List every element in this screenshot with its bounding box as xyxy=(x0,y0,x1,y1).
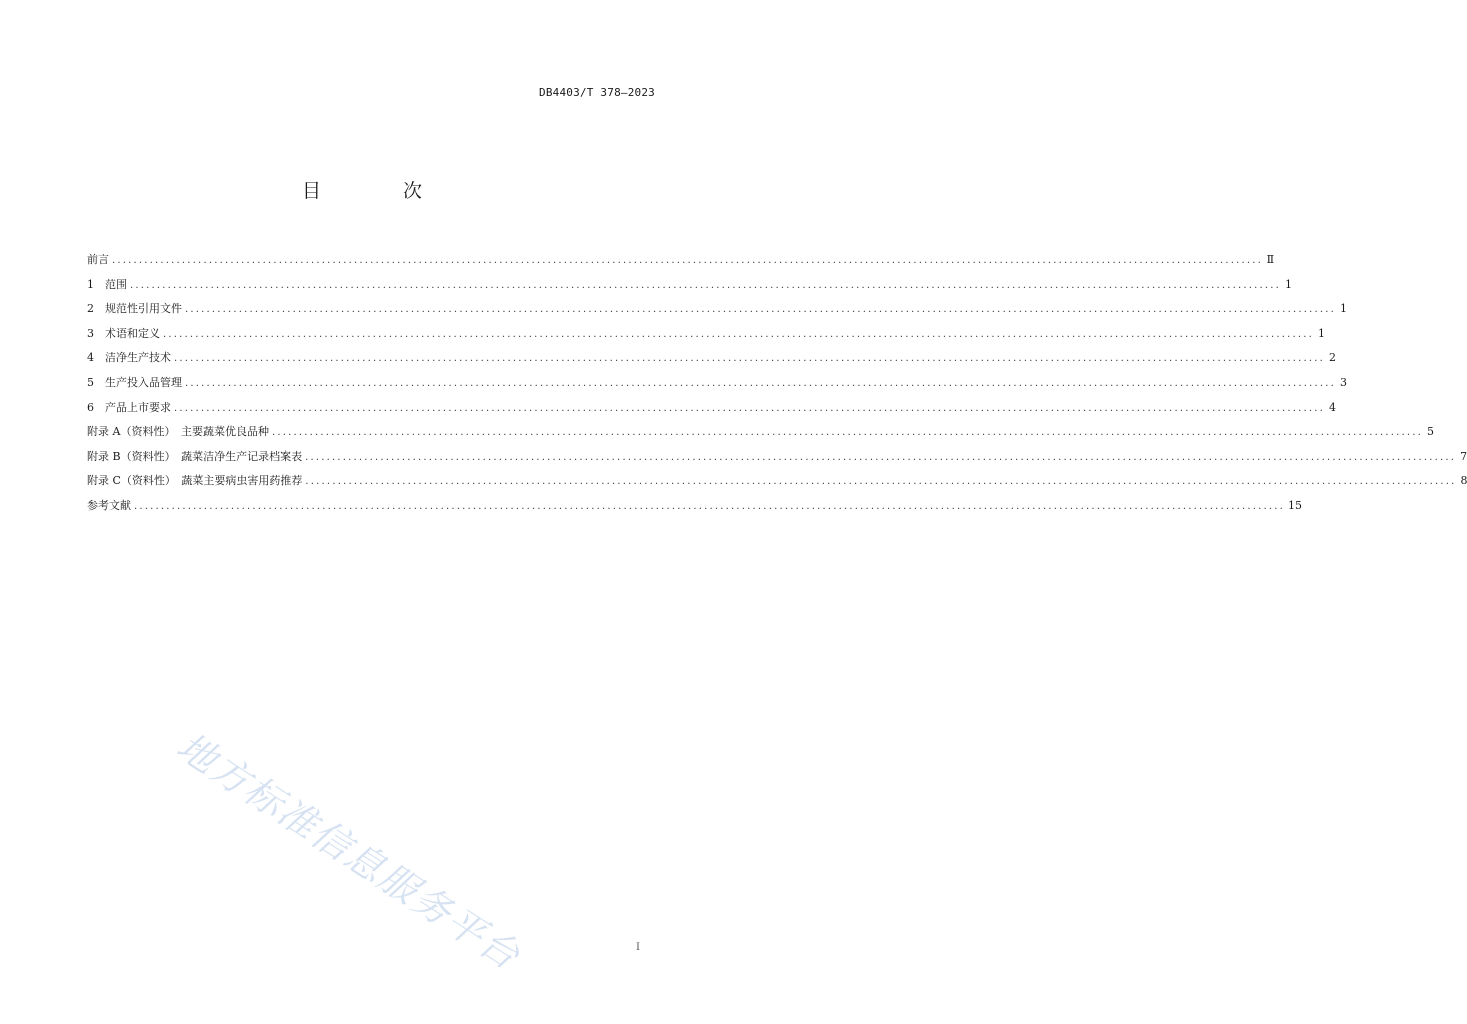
toc-dot-leader: ...................................................................................................................................................................................................................... xyxy=(185,304,1337,316)
toc-entry-market-requirements[interactable] xyxy=(87,396,1337,421)
page-title: 目 次 xyxy=(301,180,461,202)
toc-dot-leader: ...................................................................................................................................................................................................................... xyxy=(130,279,1282,291)
table-of-contents xyxy=(87,248,1467,519)
toc-dot-leader: ...................................................................................................................................................................................................................... xyxy=(163,328,1315,340)
toc-entry-appendix-c[interactable] xyxy=(87,469,1467,494)
toc-entry-label: 1 范围 xyxy=(87,277,127,291)
document-code: DB4403/T 378—2023 xyxy=(539,86,655,99)
toc-page-number: 5 xyxy=(1427,425,1434,439)
toc-page-number: 7 xyxy=(1460,449,1467,463)
toc-entry-normative-references[interactable] xyxy=(87,297,1348,322)
toc-entry-label: 附录 A（资料性） 主要蔬菜优良品种 xyxy=(87,425,269,439)
toc-page-number: 15 xyxy=(1288,498,1303,512)
toc-entry-scope[interactable] xyxy=(87,273,1293,298)
toc-entry-label: 附录 C（资料性） 蔬菜主要病虫害用药推荐 xyxy=(87,474,303,488)
toc-entry-appendix-b[interactable] xyxy=(87,445,1467,470)
toc-page-number: 8 xyxy=(1460,474,1467,488)
toc-entry-foreword[interactable] xyxy=(87,248,1275,273)
toc-dot-leader: ...................................................................................................................................................................................................................... xyxy=(174,402,1326,414)
toc-dot-leader: ...................................................................................................................................................................................................................... xyxy=(271,427,1423,439)
toc-entry-label: 3 术语和定义 xyxy=(87,326,160,340)
toc-entry-terms-definitions[interactable] xyxy=(87,322,1326,347)
toc-dot-leader: ...................................................................................................................................................................................................................... xyxy=(305,476,1457,488)
toc-page-number: 1 xyxy=(1340,302,1348,316)
toc-page-number: 2 xyxy=(1329,351,1337,365)
toc-dot-leader: ...................................................................................................................................................................................................................... xyxy=(305,451,1457,463)
toc-entry-input-management[interactable] xyxy=(87,371,1348,396)
watermark: 地方标准信息服务平台 xyxy=(169,723,529,979)
toc-dot-leader: ...................................................................................................................................................................................................................... xyxy=(174,353,1326,365)
toc-page-number: 3 xyxy=(1340,375,1348,389)
toc-entry-label: 4 洁净生产技术 xyxy=(87,351,171,365)
toc-page-number: Ⅱ xyxy=(1266,253,1275,266)
toc-entry-label: 前言 xyxy=(87,253,109,266)
toc-dot-leader: ...................................................................................................................................................................................................................... xyxy=(134,500,1286,512)
toc-entry-label: 6 产品上市要求 xyxy=(87,400,171,414)
toc-page-number: 1 xyxy=(1318,326,1326,340)
footer-page-number: I xyxy=(636,942,640,953)
toc-entry-clean-production[interactable] xyxy=(87,346,1337,371)
toc-dot-leader: ...................................................................................................................................................................................................................... xyxy=(185,377,1337,389)
toc-entry-appendix-a[interactable] xyxy=(87,420,1434,445)
toc-page-number: 4 xyxy=(1329,400,1337,414)
toc-entry-bibliography[interactable] xyxy=(87,494,1303,519)
toc-entry-label: 5 生产投入品管理 xyxy=(87,375,182,389)
toc-dot-leader: ...................................................................................................................................................................................................................... xyxy=(112,255,1264,266)
toc-entry-label: 参考文献 xyxy=(87,498,131,512)
toc-page-number: 1 xyxy=(1285,277,1293,291)
toc-entry-label: 2 规范性引用文件 xyxy=(87,302,182,316)
toc-entry-label: 附录 B（资料性） 蔬菜洁净生产记录档案表 xyxy=(87,449,303,463)
